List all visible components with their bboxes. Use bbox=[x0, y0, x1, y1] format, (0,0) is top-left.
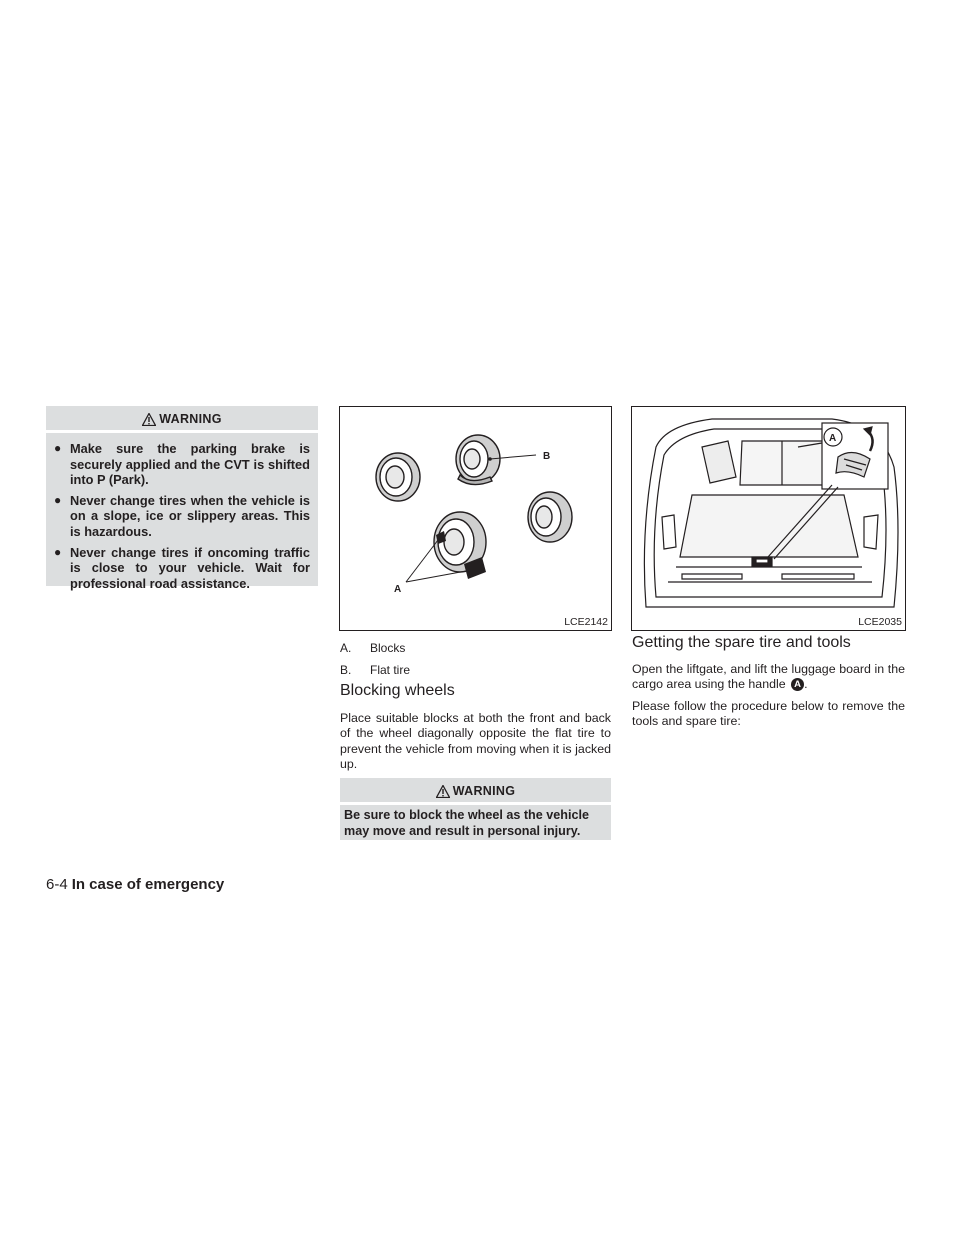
warning-title-text: WARNING bbox=[159, 412, 222, 426]
warning-item: ● Never change tires when the vehicle is on a slope, ice or slippery areas. This is hazardous. bbox=[54, 492, 310, 539]
label-b: B bbox=[543, 451, 551, 462]
warning-list bbox=[46, 433, 318, 591]
label-a: A bbox=[829, 433, 837, 444]
blocking-paragraph: Place suitable blocks at both the front and back of the wheel diagonally opposite the flat tire to prevent the vehicle from moving when it is jacked up. bbox=[340, 711, 611, 772]
warning-title bbox=[340, 778, 611, 802]
figure-code: LCE2035 bbox=[858, 616, 902, 628]
warning-item: ● Never change tires if oncoming traffic is close to your vehicle. Wait for professional road assistance. bbox=[54, 544, 310, 591]
legend-row: B. Flat tire bbox=[340, 663, 411, 677]
section-name: In case of emergency bbox=[71, 876, 225, 893]
wheel-blocks-illustration bbox=[340, 407, 611, 630]
figure-code: LCE2142 bbox=[564, 616, 608, 628]
bullet-icon: ● bbox=[54, 441, 62, 455]
warning-title-text: WARNING bbox=[452, 784, 516, 798]
warning-triangle-icon bbox=[142, 413, 156, 426]
cargo-area-illustration bbox=[632, 407, 905, 630]
warning-triangle-icon bbox=[436, 785, 450, 798]
handle-callout-icon: A bbox=[791, 678, 804, 691]
warning-box-block-wheel bbox=[340, 778, 611, 840]
bullet-icon: ● bbox=[54, 492, 62, 507]
page-number: 6-4 bbox=[46, 876, 68, 893]
figure-wheel-blocks bbox=[339, 406, 612, 631]
page-footer bbox=[46, 876, 224, 893]
label-a: A bbox=[394, 584, 402, 595]
section-heading-spare: Getting the spare tire and tools bbox=[632, 634, 851, 651]
bullet-icon: ● bbox=[54, 544, 62, 559]
warning-box-parking bbox=[46, 406, 318, 591]
legend-row: A. Blocks bbox=[340, 641, 406, 655]
section-heading-blocking: Blocking wheels bbox=[340, 682, 455, 699]
spare-paragraph-1: Open the liftgate, and lift the luggage board in the cargo area using the handle A . bbox=[632, 662, 905, 692]
warning-text: Be sure to block the wheel as the vehicle may move and result in personal injury. bbox=[344, 808, 589, 838]
figure-cargo-area bbox=[631, 406, 906, 631]
warning-item: ● Make sure the parking brake is securely applied and the CVT is shifted into P (Park). bbox=[54, 441, 310, 488]
spare-paragraph-2: Please follow the procedure below to remove the tools and spare tire: bbox=[632, 699, 905, 729]
warning-title bbox=[46, 406, 318, 430]
figure-legend bbox=[340, 641, 410, 685]
